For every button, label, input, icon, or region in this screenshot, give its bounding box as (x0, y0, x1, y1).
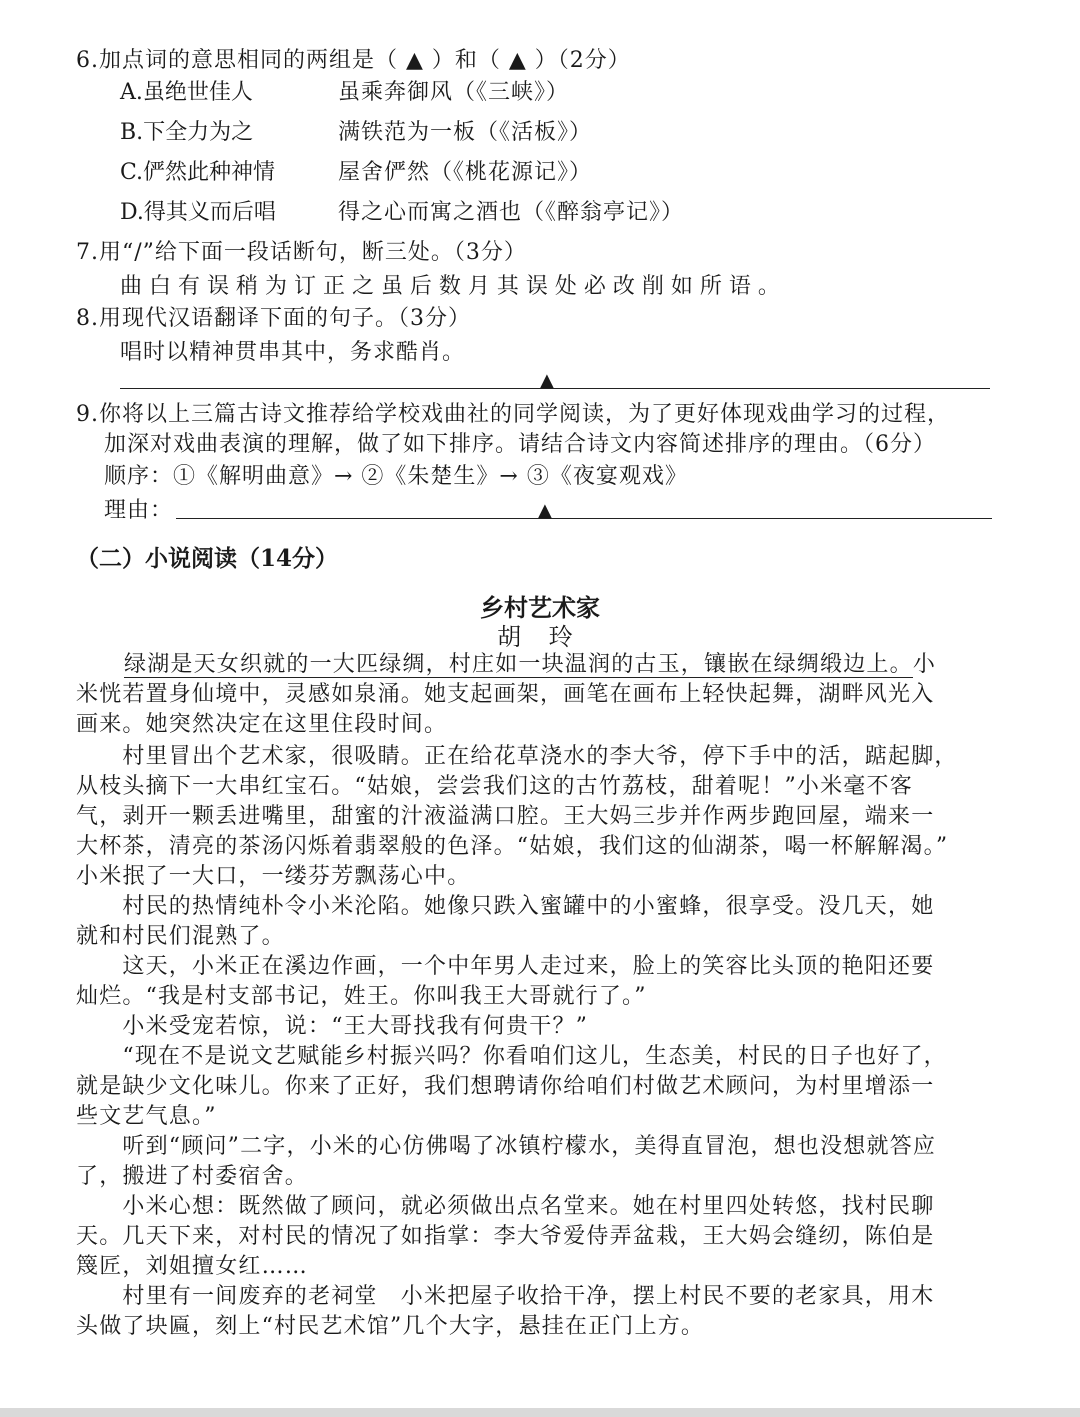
story-line: 小米受宠若惊，说：“王大哥找我有何贵干？” (76, 1014, 589, 1039)
underlined-sentence: 绿湖是天女织就的一大匹绿绸，村庄如一块温润的古玉，镶嵌在绿绸缎边上。 (124, 652, 913, 677)
q6-option-b (120, 118, 820, 148)
question-9-order: 顺序：①《解明曲意》→ ②《朱楚生》→ ③《夜宴观戏》 (104, 464, 688, 489)
question-7-text: 曲 白 有 误 稍 为 订 正 之 虽 后 数 月 其 误 处 必 改 削 如 所 语 。 (120, 274, 780, 299)
story-title: 乡村艺术家 (480, 593, 600, 622)
q6-option-d-right: 得之心而寓之酒也（《醉翁亭记》） (338, 200, 685, 225)
story-line: 就和村民们混熟了。 (76, 924, 285, 949)
story-line: 从枝头摘下一大串红宝石。“姑娘，尝尝我们这的古竹荔枝，甜着呢！”小米毫不客 (76, 774, 913, 799)
story-line: 这天，小米正在溪边作画，一个中年男人走过来，脸上的笑容比头顶的艳阳还要 (76, 954, 935, 979)
story-author: 胡 玲 (497, 623, 583, 651)
q8-answer-marker: ▲ (540, 370, 554, 391)
question-7-stem: 7.用“/”给下面一段话断句，断三处。（3分） (76, 240, 527, 265)
q6-option-b-left: B.下全力为之 (120, 120, 254, 145)
q8-answer-line[interactable] (120, 388, 990, 389)
question-9-stem-line2: 加深对戏曲表演的理解，做了如下排序。请结合诗文内容简述排序的理由。（6分） (104, 432, 936, 457)
q6-option-d-left: D.得其义而后唱 (120, 200, 276, 225)
question-9-reason-label: 理由： (104, 498, 174, 523)
q6-option-d (120, 198, 820, 228)
story-line: 村民的热情纯朴令小米沦陷。她像只跌入蜜罐中的小蜜蜂，很享受。没几天，她 (76, 894, 935, 919)
story-line: 灿烂。“我是村支部书记，姓王。你叫我王大哥就行了。” (76, 984, 647, 1009)
q6-option-a-right: 虽乘奔御风（《三峡》） (338, 80, 570, 105)
q6-option-a (120, 78, 820, 108)
story-line: 天。几天下来，对村民的情况了如指掌：李大爷爱侍弄盆栽，王大妈会缝纫，陈伯是 (76, 1224, 935, 1249)
page-bottom-edge (0, 1408, 1080, 1417)
story-line: 些文艺气息。” (76, 1104, 217, 1129)
story-line: 了，搬进了村委宿舍。 (76, 1164, 309, 1189)
story-line: 画来。她突然决定在这里住段时间。 (76, 712, 448, 737)
section-heading: （二）小说阅读（14分） (76, 545, 339, 572)
story-line: 绿湖是天女织就的一大匹绿绸，村庄如一块温润的古玉，镶嵌在绿绸缎边上。小 (124, 652, 937, 677)
q9-answer-marker: ▲ (538, 500, 552, 521)
question-8-stem: 8.用现代汉语翻译下面的句子。（3分） (76, 306, 471, 331)
q6-option-c-left: C.俨然此种神情 (120, 160, 276, 185)
question-8-text: 唱时以精神贯串其中，务求酷肖。 (120, 340, 466, 365)
story-line: 米恍若置身仙境中，灵感如泉涌。她支起画架，画笔在画布上轻快起舞，湖畔风光入 (76, 682, 935, 707)
q6-option-a-left: A.虽绝世佳人 (120, 80, 253, 105)
q6-option-b-right: 满铁范为一板（《活板》） (338, 120, 593, 145)
q6-option-c (120, 158, 820, 188)
story-line: 村里有一间废弃的老祠堂 小米把屋子收拾干净，摆上村民不要的老家具，用木 (76, 1284, 935, 1309)
question-6-stem: 6.加点词的意思相同的两组是（ ▲ ）和（ ▲ ）（2分） (76, 48, 631, 73)
story-line: 小米心想：既然做了顾问，就必须做出点名堂来。她在村里四处转悠，找村民聊 (76, 1194, 935, 1219)
story-line: “现在不是说文艺赋能乡村振兴吗？你看咱们这儿，生态美，村民的日子也好了， (76, 1044, 947, 1069)
story-line: 村里冒出个艺术家，很吸睛。正在给花草浇水的李大爷，停下手中的活，踮起脚， (76, 744, 958, 769)
story-line: 小米抿了一大口，一缕芬芳飘荡心中。 (76, 864, 471, 889)
story-line: 气，剥开一颗丢进嘴里，甜蜜的汁液溢满口腔。王大妈三步并作两步跑回屋，端来一 (76, 804, 935, 829)
story-line: 头做了块匾，刻上“村民艺术馆”几个大字，悬挂在正门上方。 (76, 1314, 705, 1339)
story-line: 篾匠，刘姐擅女红…… (76, 1254, 309, 1279)
story-line: 听到“顾问”二字，小米的心仿佛喝了冰镇柠檬水，美得直冒泡，想也没想就答应 (76, 1134, 937, 1159)
story-line: 大杯茶，清亮的茶汤闪烁着翡翠般的色泽。“姑娘，我们这的仙湖茶，喝一杯解解渴。” (76, 834, 949, 859)
q9-answer-line[interactable] (176, 518, 992, 519)
q6-option-c-right: 屋舍俨然（《桃花源记》） (338, 160, 593, 185)
story-line: 就是缺少文化味儿。你来了正好，我们想聘请你给咱们村做艺术顾问，为村里增添一 (76, 1074, 935, 1099)
question-9-stem-line1: 9.你将以上三篇古诗文推荐给学校戏曲社的同学阅读，为了更好体现戏曲学习的过程， (76, 402, 950, 427)
